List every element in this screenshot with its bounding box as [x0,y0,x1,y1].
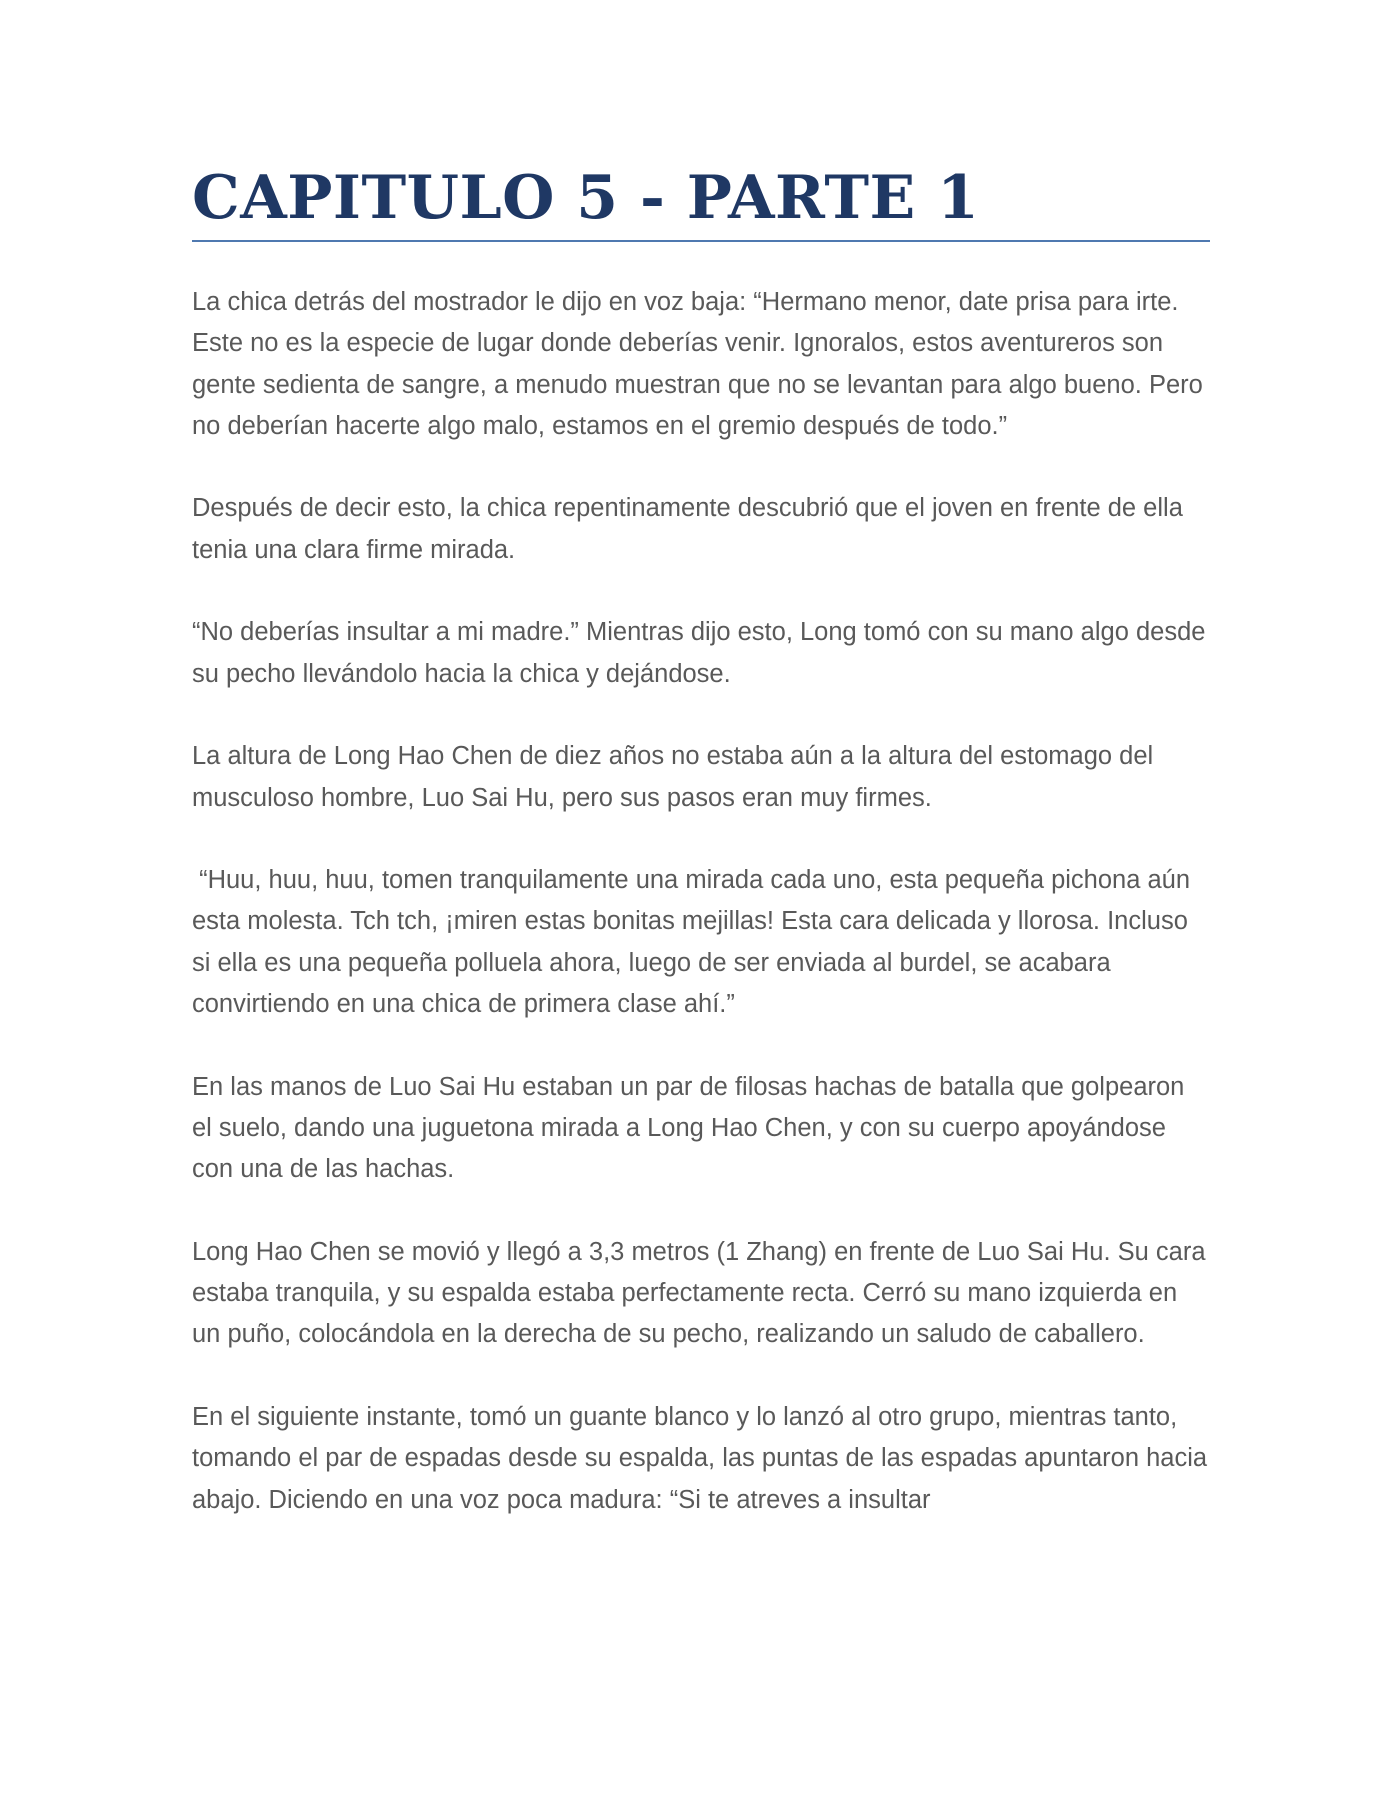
paragraph: Después de decir esto, la chica repentinamente descubrió que el joven en frente de ella tenia una clara firme mirada. [192,494,1183,564]
paragraph: En el siguiente instante, tomó un guante blanco y lo lanzó al otro grupo, mientras tanto, tomando el par de espadas desde su espalda, las puntas de las espadas apuntaron hacia abajo. Diciendo en una voz poca madura: “Si te atreves a insultar [192,1403,1208,1514]
title-underline [192,240,1210,242]
paragraph: La altura de Long Hao Chen de diez años no estaba aún a la altura del estomago del musculoso hombre, Luo Sai Hu, pero sus pasos eran muy firmes. [192,742,1154,812]
paragraph: La chica detrás del mostrador le dijo en voz baja: “Hermano menor, date prisa para irte. Este no es la especie de lugar donde deberías venir. Ignoralos, estos aventureros son gente sedienta de sangre, a menudo muestran que no se levantan para algo bueno. Pero no deberían hacerte algo malo, estamos en el gremio después de todo.” [192,288,1203,440]
document-page [192,160,1210,1562]
paragraph: En las manos de Luo Sai Hu estaban un par de filosas hachas de batalla que golpearon el suelo, dando una juguetona mirada a Long Hao Chen, y con su cuerpo apoyándose con una de las hachas. [192,1072,1185,1184]
paragraph: “Huu, huu, huu, tomen tranquilamente una mirada cada uno, esta pequeña pichona aún esta molesta. Tch tch, ¡miren estas bonitas mejillas! Esta cara delicada y llorosa. Incluso si ella es una pequeña polluela ahora, luego de ser enviada al burdel, se acabara convirtiendo en una chica de primera clase ahí.” [192,866,1198,1019]
paragraph: Long Hao Chen se movió y llegó a 3,3 metros (1 Zhang) en frente de Luo Sai Hu. Su cara estaba tranquila, y su espalda estaba perfectamente recta. Cerró su mano izquierda en un puño, colocándola en la derecha de su pecho, realizando un saludo de caballero. [192,1237,1206,1349]
paragraph: “No deberías insultar a mi madre.” Mientras dijo esto, Long tomó con su mano algo desde su pecho llevándolo hacia la chica y dejándose. [192,618,1206,688]
chapter-title: CAPITULO 5 - PARTE 1 [192,163,980,233]
